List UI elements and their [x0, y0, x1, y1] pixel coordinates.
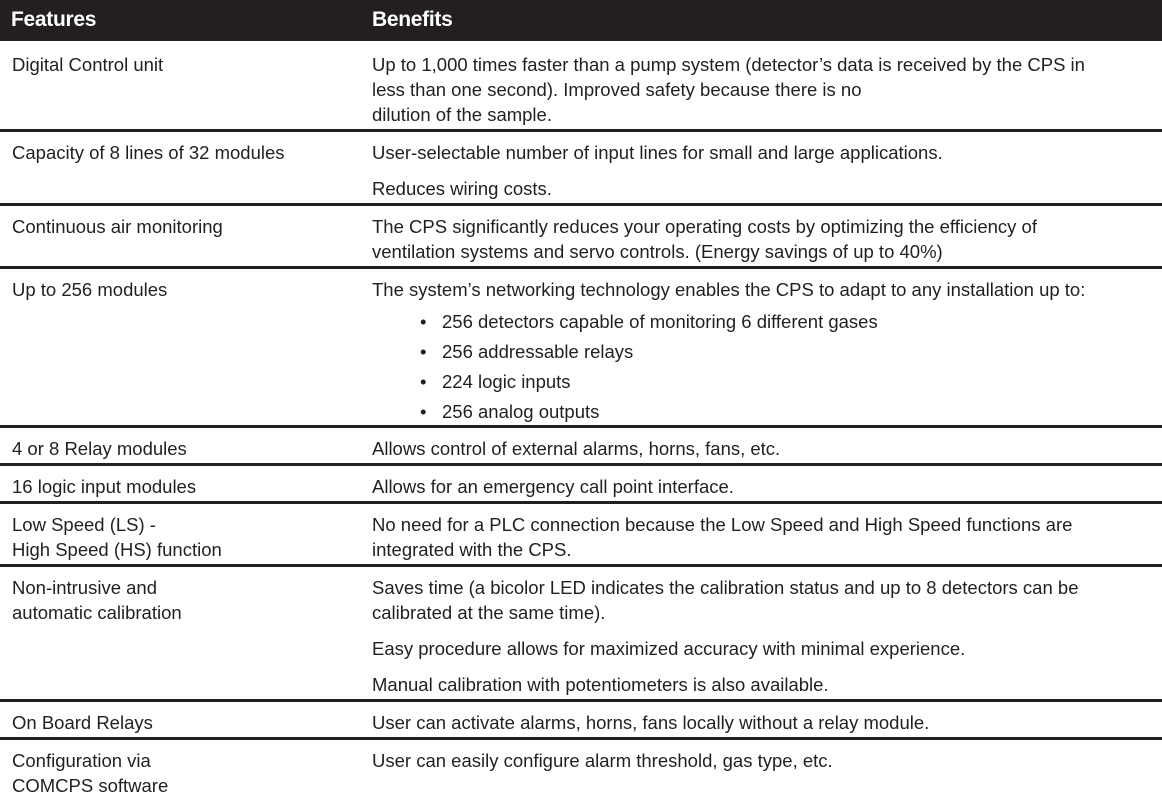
benefit-text: Saves time (a bicolor LED indicates the calibration status and up to 8 detectors can be	[372, 577, 1079, 598]
list-item	[372, 367, 1152, 397]
benefit-text: dilution of the sample.	[372, 104, 552, 125]
feature-text: On Board Relays	[12, 712, 153, 733]
feature-cell	[12, 214, 352, 239]
benefit-text: The CPS significantly reduces your operating costs by optimizing the efficiency of	[372, 216, 1037, 237]
row-divider	[0, 699, 1162, 702]
features-column-header: Features	[11, 8, 97, 31]
list-item	[372, 397, 1152, 427]
bullet-icon: •	[420, 401, 427, 422]
bullet-text: 256 addressable relays	[442, 341, 634, 362]
bullet-text: 256 analog outputs	[442, 401, 600, 422]
row-divider	[0, 737, 1162, 740]
benefit-bullet-list	[372, 307, 1152, 427]
table-header	[0, 0, 1162, 41]
row-divider	[0, 266, 1162, 269]
benefit-text: less than one second). Improved safety because there is no	[372, 79, 862, 100]
benefit-text: integrated with the CPS.	[372, 539, 572, 560]
row-divider	[0, 203, 1162, 206]
feature-text: Non-intrusive and	[12, 577, 157, 598]
feature-cell	[12, 512, 352, 562]
benefit-paragraph	[372, 140, 1152, 165]
benefit-paragraph	[372, 436, 1152, 461]
feature-cell	[12, 52, 352, 77]
feature-text: Capacity of 8 lines of 32 modules	[12, 142, 285, 163]
benefit-text: calibrated at the same time).	[372, 602, 606, 623]
feature-cell	[12, 748, 352, 798]
feature-cell	[12, 474, 352, 499]
row-divider	[0, 501, 1162, 504]
benefit-cell	[372, 140, 1152, 201]
benefit-text: User-selectable number of input lines for small and large applications.	[372, 142, 943, 163]
benefit-cell	[372, 436, 1152, 461]
benefit-paragraph	[372, 575, 1152, 625]
benefit-paragraph	[372, 636, 1152, 661]
bullet-icon: •	[420, 371, 427, 392]
row-divider	[0, 463, 1162, 466]
benefit-paragraph	[372, 748, 1152, 773]
benefit-paragraph	[372, 710, 1152, 735]
benefit-cell	[372, 710, 1152, 735]
benefit-text: Reduces wiring costs.	[372, 178, 552, 199]
feature-text: Low Speed (LS) -	[12, 514, 156, 535]
benefit-cell	[372, 512, 1152, 562]
benefit-paragraph	[372, 474, 1152, 499]
feature-cell	[12, 710, 352, 735]
feature-text: Digital Control unit	[12, 54, 164, 75]
benefit-text: Allows for an emergency call point interface.	[372, 476, 734, 497]
benefit-text: Allows control of external alarms, horns, fans, etc.	[372, 438, 781, 459]
feature-text: COMCPS software	[12, 775, 169, 796]
benefit-paragraph	[372, 176, 1152, 201]
bullet-icon: •	[420, 341, 427, 362]
benefit-paragraph	[372, 52, 1152, 127]
benefit-text: The system’s networking technology enables the CPS to adapt to any installation up to:	[372, 279, 1086, 300]
row-divider	[0, 129, 1162, 132]
bullet-text: 224 logic inputs	[442, 371, 571, 392]
benefit-cell	[372, 277, 1152, 427]
feature-text: automatic calibration	[12, 602, 182, 623]
feature-cell	[12, 436, 352, 461]
list-item	[372, 307, 1152, 337]
row-divider	[0, 425, 1162, 428]
feature-text: High Speed (HS) function	[12, 539, 222, 560]
benefit-text: User can activate alarms, horns, fans locally without a relay module.	[372, 712, 930, 733]
benefit-text: Up to 1,000 times faster than a pump system (detector’s data is received by the CPS in	[372, 54, 1085, 75]
feature-text: Configuration via	[12, 750, 151, 771]
benefit-text: User can easily configure alarm threshold, gas type, etc.	[372, 750, 833, 771]
feature-text: Up to 256 modules	[12, 279, 168, 300]
benefit-cell	[372, 575, 1152, 697]
feature-cell	[12, 140, 352, 165]
benefit-paragraph	[372, 277, 1152, 302]
benefit-text: Easy procedure allows for maximized accuracy with minimal experience.	[372, 638, 966, 659]
benefit-cell	[372, 52, 1152, 127]
feature-cell	[12, 277, 352, 302]
benefits-column-header: Benefits	[372, 8, 453, 31]
benefit-text: ventilation systems and servo controls. (Energy savings of up to 40%)	[372, 241, 943, 262]
benefit-paragraph	[372, 672, 1152, 697]
benefit-cell	[372, 214, 1152, 264]
feature-cell	[12, 575, 352, 625]
benefit-text: No need for a PLC connection because the Low Speed and High Speed functions are	[372, 514, 1073, 535]
row-divider	[0, 564, 1162, 567]
feature-text: Continuous air monitoring	[12, 216, 223, 237]
benefit-paragraph	[372, 512, 1152, 562]
bullet-icon: •	[420, 311, 427, 332]
feature-text: 4 or 8 Relay modules	[12, 438, 187, 459]
list-item	[372, 337, 1152, 367]
benefit-paragraph	[372, 214, 1152, 264]
bullet-text: 256 detectors capable of monitoring 6 different gases	[442, 311, 878, 332]
benefit-cell	[372, 474, 1152, 499]
benefit-cell	[372, 748, 1152, 773]
benefit-text: Manual calibration with potentiometers is also available.	[372, 674, 829, 695]
feature-text: 16 logic input modules	[12, 476, 197, 497]
